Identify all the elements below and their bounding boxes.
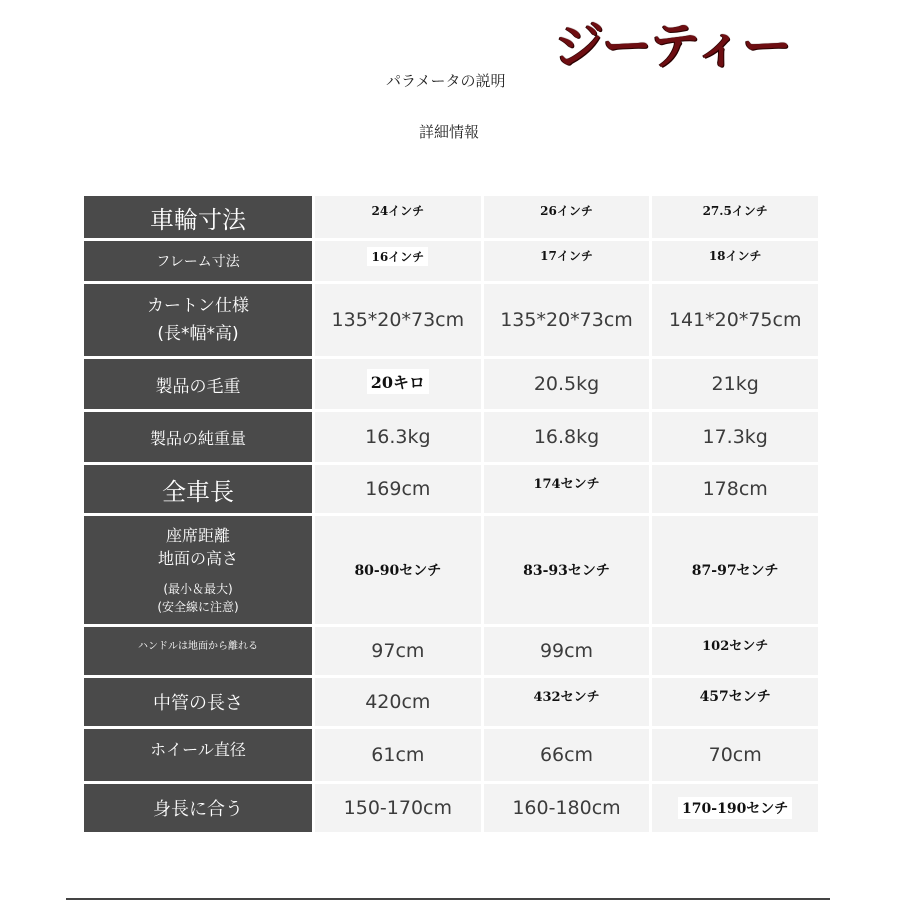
row-label: [84, 359, 312, 409]
table-cell: 87-97センチ: [652, 516, 818, 624]
row-label: [84, 678, 312, 726]
table-cell: 27.5インチ: [652, 196, 818, 238]
table-cell: 420cm: [315, 678, 481, 726]
spec-row-carton-spec: [84, 284, 818, 356]
brand-logo: ジーティー: [554, 17, 790, 75]
table-cell: 178cm: [652, 465, 818, 513]
table-cell: 26インチ: [484, 196, 650, 238]
spec-row-wheel-diameter: [84, 729, 818, 781]
row-label-text: 座席距離: [165, 526, 230, 545]
table-cell: 21kg: [652, 359, 818, 409]
table-cell: 83-93センチ: [484, 516, 650, 624]
spec-row-handlebar-height: [84, 627, 818, 675]
table-cell: 135*20*73cm: [484, 284, 650, 356]
table-cell: 24インチ: [315, 196, 481, 238]
spec-row-net-weight: [84, 412, 818, 462]
spec-row-frame-size: [84, 241, 818, 281]
row-label-text: (最小＆最大): [163, 582, 233, 596]
table-cell: 17.3kg: [652, 412, 818, 462]
table-cell: 457センチ: [652, 678, 818, 726]
row-label-text: ホイール直径: [150, 740, 246, 759]
table-cell: 70cm: [652, 729, 818, 781]
row-label-text: フレーム寸法: [156, 254, 240, 270]
table-cell: 66cm: [484, 729, 650, 781]
table-cell: 16.3kg: [315, 412, 481, 462]
table-cell: 17インチ: [484, 241, 650, 281]
table-cell: 99cm: [484, 627, 650, 675]
row-label-text: 製品の毛重: [155, 376, 241, 397]
table-cell: 174センチ: [484, 465, 650, 513]
table-cell: [315, 359, 481, 409]
spec-row-seat-height: [84, 516, 818, 624]
row-label-text: 全車長: [162, 477, 234, 506]
row-label: [84, 412, 312, 462]
table-cell: 432センチ: [484, 678, 650, 726]
spec-row-total-length: [84, 465, 818, 513]
table-cell: 16.8kg: [484, 412, 650, 462]
table-cell: 135*20*73cm: [315, 284, 481, 356]
table-cell: 150-170cm: [315, 784, 481, 832]
row-label-text: 車輪寸法: [150, 205, 246, 234]
table-cell: [652, 784, 818, 832]
row-label-text: 地面の高さ: [157, 549, 238, 568]
table-cell: 97cm: [315, 627, 481, 675]
spec-row-gross-weight: [84, 359, 818, 409]
table-cell: 18インチ: [652, 241, 818, 281]
table-cell: 160-180cm: [484, 784, 650, 832]
row-label-text: カートン仕様: [147, 296, 249, 316]
page-subtitle: 詳細情報: [419, 123, 480, 141]
table-cell: 102センチ: [652, 627, 818, 675]
row-label: [84, 241, 312, 281]
spec-row-suitable-height: [84, 784, 818, 832]
row-label-text: 中管の長さ: [153, 693, 243, 714]
row-label-text: (長*幅*高): [157, 324, 239, 344]
row-label: [84, 784, 312, 832]
cell-text: 170-190センチ: [678, 797, 792, 819]
row-label-text: 身長に合う: [153, 799, 243, 820]
row-label-text: (安全線に注意): [157, 600, 239, 614]
table-cell: 61cm: [315, 729, 481, 781]
table-cell: 169cm: [315, 465, 481, 513]
cell-text: 16インチ: [367, 247, 428, 266]
row-label-text: ハンドルは地面から離れる: [138, 641, 258, 652]
spec-table: [84, 196, 818, 835]
spec-row-mid-tube: [84, 678, 818, 726]
row-label: [84, 465, 312, 513]
row-label: [84, 196, 312, 238]
table-cell: 141*20*75cm: [652, 284, 818, 356]
table-cell: 20.5kg: [484, 359, 650, 409]
page-title: パラメータの説明: [386, 72, 506, 90]
cell-text: 20キロ: [367, 369, 429, 394]
row-label: [84, 729, 312, 781]
row-label: [84, 516, 312, 624]
row-label-text: 製品の純重量: [149, 428, 246, 448]
spec-row-wheel-size: [84, 196, 818, 238]
row-label: [84, 627, 312, 675]
table-cell: 80-90センチ: [315, 516, 481, 624]
row-label: [84, 284, 312, 356]
table-cell: [315, 241, 481, 281]
